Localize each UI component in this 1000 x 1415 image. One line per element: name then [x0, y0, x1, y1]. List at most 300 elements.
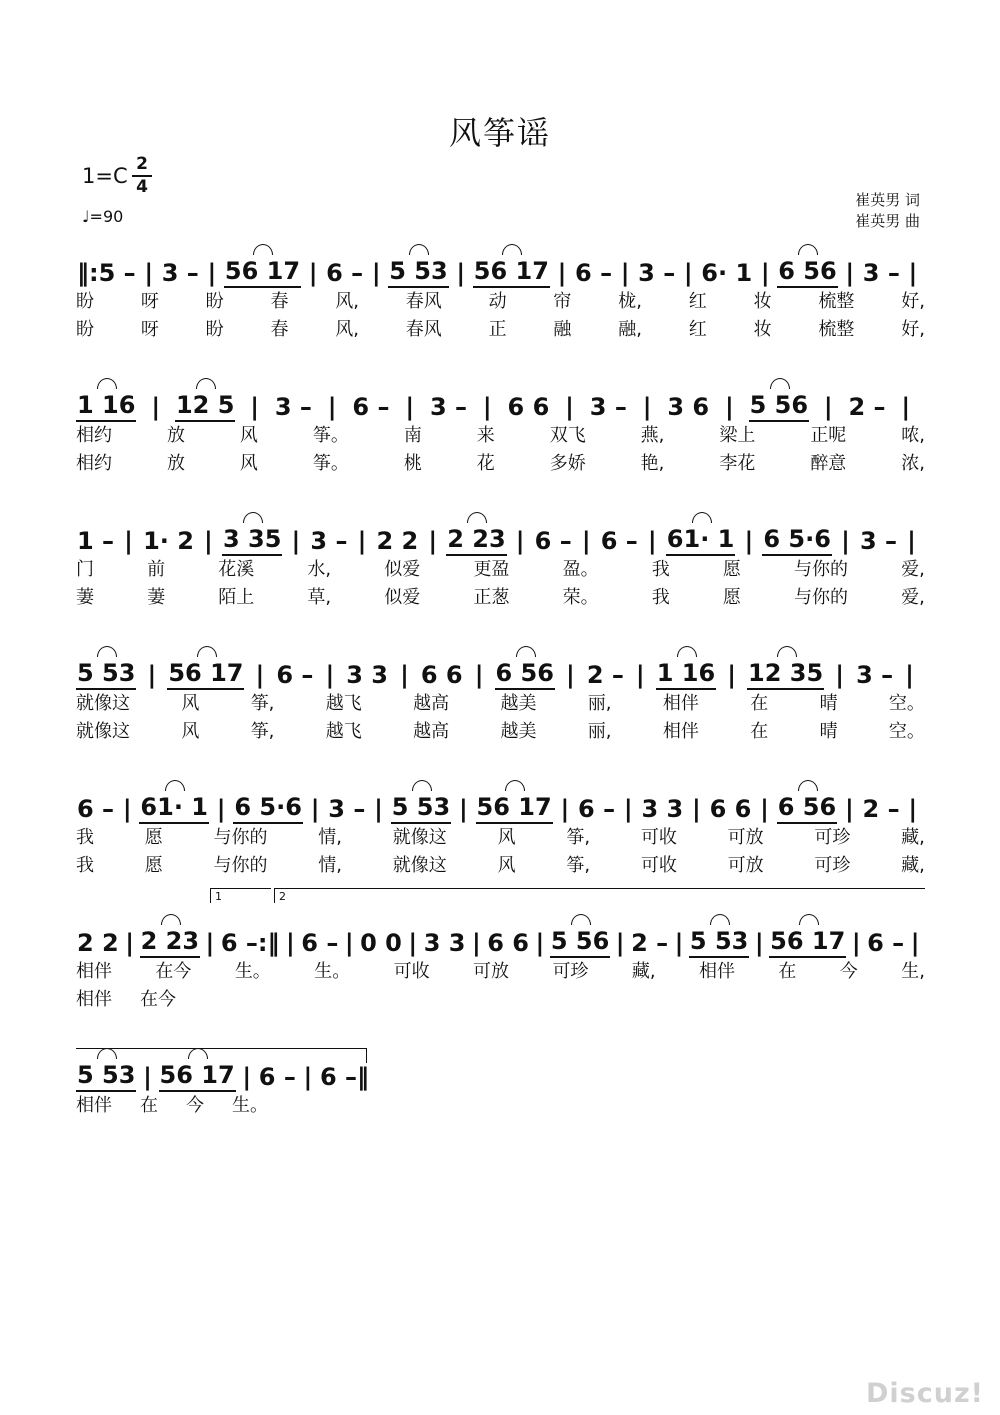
- lyric-line-5-1: [76, 826, 925, 850]
- lyric-word: 相约: [76, 425, 112, 446]
- measure: 1· 2: [143, 527, 194, 555]
- measure: 2 –: [586, 661, 624, 689]
- measure: 3 –: [310, 527, 348, 555]
- barline: |: [565, 393, 574, 421]
- lyric-word: 越高: [413, 721, 450, 742]
- time-signature-bottom: 4: [136, 177, 148, 197]
- lyric-word: 爱,: [901, 587, 925, 608]
- measure: 3 –: [429, 393, 468, 421]
- lyric-word: 似爱: [384, 559, 421, 580]
- volta-2: [274, 888, 925, 903]
- barline: |: [151, 393, 161, 421]
- barline: |: [623, 795, 633, 823]
- lyric-word: 多娇: [549, 453, 586, 474]
- lyric-word: 相约: [76, 453, 112, 474]
- lyric-word: 春风: [405, 319, 442, 340]
- barline: |: [374, 795, 383, 823]
- notes-row-1: [76, 248, 925, 288]
- measure: 6 –: [600, 527, 638, 555]
- barline: |: [535, 929, 545, 957]
- measure: 3 35: [222, 524, 282, 556]
- measure: 2 2: [77, 929, 119, 957]
- barline: |: [204, 527, 213, 555]
- lyric-word: 盼: [76, 291, 94, 312]
- measure: 6 6: [487, 929, 530, 957]
- lyric-word: 愿: [722, 559, 741, 580]
- lyric-line-5-2: [76, 854, 925, 878]
- measure: 2 2: [376, 527, 419, 555]
- barline: |: [310, 795, 320, 823]
- lyric-word: 筝,: [566, 827, 591, 848]
- barline: |: [908, 259, 918, 287]
- lyric-word: 情,: [318, 855, 343, 876]
- lyric-word: 春: [270, 319, 289, 340]
- lyric-word: 可放: [727, 827, 764, 848]
- lyric-word: 风,: [335, 319, 359, 340]
- notes-row-2: [76, 382, 925, 422]
- lyric-word: 门: [76, 559, 94, 580]
- lyric-word: 空。: [888, 693, 925, 714]
- lyric-word: 盈。: [562, 559, 599, 580]
- lyric-word: 可珍: [814, 855, 851, 876]
- measure: 12 5: [175, 390, 235, 422]
- lyric-word: 放: [166, 453, 185, 474]
- barline: |: [325, 661, 335, 689]
- slur: [502, 244, 522, 255]
- lyric-word: 风: [239, 453, 258, 474]
- slur: [161, 914, 181, 925]
- lyric-word: 可放: [473, 961, 510, 982]
- barline: |: [255, 661, 265, 689]
- measure: 5 56: [550, 926, 610, 958]
- lyric-word: 呀: [140, 319, 159, 340]
- lyric-word: 晴: [819, 693, 838, 714]
- lyric-word: 在: [750, 693, 769, 714]
- barline: |: [428, 527, 438, 555]
- barline: |: [291, 527, 301, 555]
- lyric-word: 藏,: [631, 961, 656, 982]
- measure: 2 23: [140, 926, 200, 958]
- lyric-word: 相伴: [76, 961, 112, 982]
- lyric-word: 与你的: [213, 827, 268, 848]
- lyric-word: 风,: [335, 291, 359, 312]
- barline: |: [841, 527, 850, 555]
- watermark: Discuz!: [866, 1378, 984, 1409]
- measure: 6 5·6: [233, 792, 303, 824]
- lyric-word: 浓,: [901, 453, 925, 474]
- measure: 3 –: [859, 527, 898, 555]
- lyric-word: 盼: [205, 319, 224, 340]
- measure: 5 56: [749, 390, 809, 422]
- barline: |: [647, 527, 657, 555]
- measure: 6 –: [77, 795, 115, 823]
- lyric-word: 红: [688, 291, 707, 312]
- measure: 3 6: [667, 393, 710, 421]
- lyric-word: 生,: [901, 961, 925, 982]
- lyric-word: 筝。: [312, 453, 349, 474]
- lyric-word: 荣。: [562, 587, 599, 608]
- barline: |: [456, 259, 466, 287]
- barline: |: [205, 929, 215, 957]
- measure: 61· 1: [139, 792, 209, 824]
- barline: |: [692, 795, 701, 823]
- barline: |: [344, 929, 354, 957]
- lyric-word: 哝,: [901, 425, 925, 446]
- lyric-word: 与你的: [794, 559, 848, 580]
- slur: [798, 244, 818, 255]
- measure: 3 –: [161, 259, 199, 287]
- lyric-word: 筝,: [250, 693, 275, 714]
- measure: 56 17: [159, 1060, 236, 1092]
- lyric-word: 今: [186, 1095, 204, 1116]
- lyric-line-2-2: [76, 452, 925, 476]
- lyric-word: 与你的: [794, 587, 848, 608]
- lyric-word: 红: [688, 319, 707, 340]
- lyric-line-7-1: [76, 1094, 268, 1118]
- lyric-word: 在: [750, 721, 769, 742]
- measure: 5 53: [689, 926, 749, 958]
- slur: [799, 914, 819, 925]
- lyric-word: 盼: [76, 319, 94, 340]
- lyric-word: 李花: [719, 453, 756, 474]
- lyric-word: 妆: [753, 291, 772, 312]
- lyric-word: 在今: [140, 989, 176, 1010]
- slur: [710, 914, 730, 925]
- lyricist-credit: 崔英男 词: [855, 191, 920, 209]
- key-signature: 1=C: [82, 164, 128, 188]
- lyric-line-4-1: [76, 692, 925, 716]
- barline: |: [907, 527, 916, 555]
- composer-credit: 崔英男 曲: [855, 212, 920, 230]
- barline: |: [474, 661, 484, 689]
- lyric-word: 风: [497, 855, 516, 876]
- lyric-word: 在今: [155, 961, 192, 982]
- song-title: 风筝谣: [448, 114, 551, 152]
- lyric-word: 愿: [722, 587, 741, 608]
- barline: |: [674, 929, 684, 957]
- lyric-word: 春风: [405, 291, 442, 312]
- barline: |: [371, 259, 381, 287]
- lyric-word: 桃: [403, 453, 422, 474]
- lyric-word: 好,: [901, 319, 925, 340]
- lyric-word: 情,: [318, 827, 343, 848]
- barline: |: [147, 661, 157, 689]
- measure: 5 53: [391, 792, 451, 824]
- notes-row-4: [76, 650, 925, 690]
- lyric-word: 春: [270, 291, 289, 312]
- measure: 3 –: [856, 661, 894, 689]
- barline: |: [566, 661, 575, 689]
- lyric-word: 正: [488, 319, 507, 340]
- lyric-word: 梁上: [719, 425, 756, 446]
- lyric-word: 风: [181, 693, 200, 714]
- lyric-word: 似爱: [384, 587, 421, 608]
- lyric-word: 相伴: [662, 721, 699, 742]
- barline: |: [615, 929, 625, 957]
- lyric-word: 艳,: [640, 453, 665, 474]
- lyric-word: 萋: [147, 587, 166, 608]
- barline: |: [845, 259, 855, 287]
- measure: 2 23: [446, 524, 506, 556]
- measure: 6 6: [507, 393, 550, 421]
- barline: |: [760, 259, 770, 287]
- measure: 56 17: [167, 658, 244, 690]
- measure: 6 56: [777, 256, 837, 288]
- barline: |: [515, 527, 525, 555]
- lyric-word: 我: [651, 559, 670, 580]
- measure: 6 56: [495, 658, 555, 690]
- measure: 3 3: [641, 795, 684, 823]
- barline: |: [905, 661, 914, 689]
- measure: 6 –: [352, 393, 390, 421]
- barline: |: [620, 259, 630, 287]
- measure: 1 16: [76, 390, 136, 422]
- lyric-word: 南: [403, 425, 422, 446]
- lyric-word: 越美: [500, 693, 537, 714]
- barline: |: [124, 527, 133, 555]
- barline: |: [207, 259, 217, 287]
- measure: 12 35: [747, 658, 824, 690]
- lyric-word: 越飞: [325, 721, 362, 742]
- barline: |: [823, 393, 833, 421]
- lyric-word: 正呢: [810, 425, 847, 446]
- lyric-word: 爱,: [901, 559, 925, 580]
- measure: 0 0: [360, 929, 402, 957]
- lyric-word: 筝,: [566, 855, 591, 876]
- lyric-word: 愿: [144, 855, 163, 876]
- barline: |: [122, 795, 132, 823]
- lyric-word: 就像这: [76, 693, 130, 714]
- measure: 6 –: [301, 929, 339, 957]
- tempo-marking: ♩=90: [82, 207, 124, 226]
- measure: 5 53: [76, 658, 136, 690]
- lyric-word: 相伴: [662, 693, 699, 714]
- barline: |: [744, 527, 754, 555]
- measure: 3 –: [862, 259, 900, 287]
- barline: |: [400, 661, 409, 689]
- lyric-word: 相伴: [698, 961, 735, 982]
- lyric-word: 融: [553, 319, 572, 340]
- measure: 5 53: [76, 1060, 136, 1092]
- slur: [677, 646, 697, 657]
- barline: |: [216, 795, 226, 823]
- lyric-word: 双飞: [549, 425, 586, 446]
- lyric-word: 相伴: [76, 1095, 112, 1116]
- time-signature: [132, 155, 152, 197]
- slur: [412, 780, 432, 791]
- lyric-word: 更盈: [473, 559, 510, 580]
- lyric-word: 越高: [413, 693, 450, 714]
- measure: 6· 1: [701, 259, 753, 287]
- barline: |: [471, 929, 481, 957]
- measure: 5 53: [388, 256, 448, 288]
- notes-row-3: [76, 516, 925, 556]
- lyric-word: 越飞: [325, 693, 362, 714]
- measure: 56 17: [473, 256, 550, 288]
- lyric-word: 我: [651, 587, 670, 608]
- lyric-word: 风: [181, 721, 200, 742]
- measure: 6 –: [867, 929, 905, 957]
- slur: [798, 780, 818, 791]
- lyric-word: 相伴: [76, 989, 112, 1010]
- slur: [505, 780, 525, 791]
- barline: |: [285, 929, 295, 957]
- lyric-word: 风: [239, 425, 258, 446]
- lyric-word: 萋: [76, 587, 94, 608]
- lyric-word: 就像这: [392, 827, 447, 848]
- measure: 6 –: [258, 1063, 296, 1091]
- lyric-word: 梳整: [818, 319, 855, 340]
- slur: [777, 646, 797, 657]
- lyric-word: 在: [140, 1095, 158, 1116]
- barline: |: [408, 929, 418, 957]
- lyric-word: 融,: [618, 319, 642, 340]
- barline: |: [901, 393, 911, 421]
- lyric-word: 生。: [314, 961, 351, 982]
- volta-1-number: 1: [215, 890, 222, 903]
- measure: 6 6: [709, 795, 752, 823]
- slur: [197, 646, 217, 657]
- lyric-word: 放: [166, 425, 185, 446]
- measure: ‖:5 –: [77, 259, 136, 287]
- barline: |: [727, 661, 736, 689]
- volta-2-number: 2: [279, 890, 286, 903]
- lyric-word: 筝。: [312, 425, 349, 446]
- lyric-line-1-1: [76, 290, 925, 314]
- lyric-word: 就像这: [76, 721, 130, 742]
- lyric-word: 好,: [901, 291, 925, 312]
- measure: 1 –: [77, 527, 115, 555]
- lyric-word: 花: [476, 453, 495, 474]
- barline: |: [458, 795, 468, 823]
- barline: |: [557, 259, 567, 287]
- lyric-word: 在: [778, 961, 797, 982]
- barline: |: [143, 1063, 152, 1091]
- lyric-word: 愿: [144, 827, 163, 848]
- lyric-word: 呀: [140, 291, 159, 312]
- slur: [467, 512, 487, 523]
- measure: 56 17: [769, 926, 846, 958]
- barline: |: [844, 795, 854, 823]
- barline: |: [908, 795, 918, 823]
- measure: 2 –: [848, 393, 886, 421]
- barline: |: [724, 393, 734, 421]
- lyric-word: 草,: [307, 587, 332, 608]
- measure: 6 –: [326, 259, 364, 287]
- lyric-word: 醉意: [810, 453, 847, 474]
- notes-row-6: [76, 918, 925, 958]
- barline: |: [242, 1063, 252, 1091]
- barline: |: [357, 527, 367, 555]
- measure: 3 3: [423, 929, 466, 957]
- measure: 56 17: [224, 256, 301, 288]
- lyric-word: 可收: [640, 827, 677, 848]
- time-signature-top: 2: [136, 154, 148, 174]
- barline: |: [405, 393, 415, 421]
- lyric-word: 晴: [819, 721, 838, 742]
- lyric-word: 水,: [307, 559, 332, 580]
- barline: |: [482, 393, 492, 421]
- slur: [97, 378, 117, 389]
- lyric-word: 今: [839, 961, 858, 982]
- lyric-line-2-1: [76, 424, 925, 448]
- slur: [409, 244, 429, 255]
- measure: 56 17: [476, 792, 553, 824]
- lyric-word: 可收: [640, 855, 677, 876]
- lyric-line-6-1: [76, 960, 925, 984]
- lyric-word: 可珍: [814, 827, 851, 848]
- lyric-word: 空。: [888, 721, 925, 742]
- barline: |: [760, 795, 769, 823]
- lyric-word: 生。: [232, 1095, 268, 1116]
- measure: 6 –: [276, 661, 314, 689]
- barline: |: [851, 929, 861, 957]
- measure: 6 –: [578, 795, 616, 823]
- lyric-word: 丽,: [587, 693, 612, 714]
- barline: |: [683, 259, 693, 287]
- lyric-word: 燕,: [640, 425, 665, 446]
- measure: 2 –: [862, 795, 900, 823]
- slur: [516, 646, 536, 657]
- barline: |: [635, 661, 645, 689]
- barline: |: [835, 661, 845, 689]
- lyric-word: 可放: [727, 855, 764, 876]
- lyric-word: 筝,: [250, 721, 275, 742]
- measure: 61· 1: [666, 524, 736, 556]
- measure: 3 –: [328, 795, 366, 823]
- lyric-word: 妆: [753, 319, 772, 340]
- measure: 3 3: [346, 661, 389, 689]
- slur: [165, 780, 185, 791]
- slur: [692, 512, 712, 523]
- lyric-word: 梳整: [818, 291, 855, 312]
- lyric-word: 帘: [553, 291, 572, 312]
- slur: [97, 646, 117, 657]
- lyric-word: 藏,: [901, 827, 925, 848]
- lyric-line-1-2: [76, 318, 925, 342]
- measure: 2 –: [631, 929, 669, 957]
- measure: 6 5·6: [762, 524, 832, 556]
- lyric-word: 可收: [393, 961, 430, 982]
- lyric-line-6-2: [76, 988, 176, 1012]
- measure: 3 –: [638, 259, 676, 287]
- measure: 3 –: [274, 393, 312, 421]
- lyric-word: 动: [488, 291, 507, 312]
- lyric-word: 就像这: [392, 855, 447, 876]
- barline: |: [327, 393, 337, 421]
- lyric-line-4-2: [76, 720, 925, 744]
- measure: 6 56: [777, 792, 837, 824]
- lyric-word: 可珍: [552, 961, 589, 982]
- barline: |: [125, 929, 135, 957]
- barline: |: [910, 929, 920, 957]
- measure: 6 –‖: [319, 1063, 370, 1091]
- barline: |: [560, 795, 570, 823]
- lyric-word: 花溪: [218, 559, 255, 580]
- lyric-word: 越美: [500, 721, 537, 742]
- lyric-word: 风: [497, 827, 516, 848]
- lyric-word: 来: [476, 425, 495, 446]
- lyric-line-3-2: [76, 586, 925, 610]
- lyric-word: 栊,: [618, 291, 642, 312]
- lyric-word: 盼: [205, 291, 224, 312]
- lyric-word: 前: [147, 559, 166, 580]
- measure: 6 6: [420, 661, 463, 689]
- slur: [770, 378, 790, 389]
- measure: 3 –: [589, 393, 627, 421]
- slur: [253, 244, 273, 255]
- lyric-word: 藏,: [901, 855, 925, 876]
